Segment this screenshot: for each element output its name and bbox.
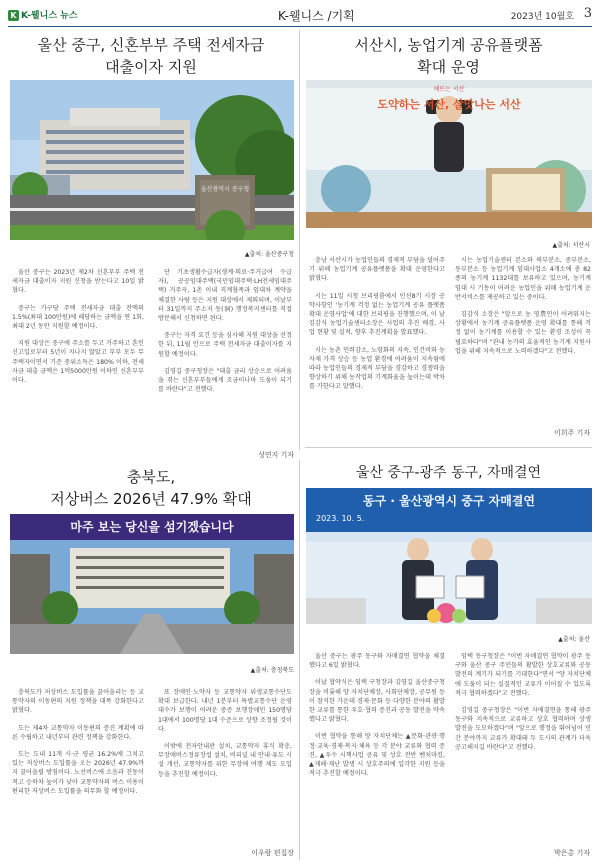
article2-title (305, 34, 592, 78)
article3-title-line2: 저상버스 2026년 47.9% 확대 (50, 490, 252, 508)
paragraph: 울산 중구는 2023년 제2차 신혼부부 주택 전세자금 대출이자 지원 신청을 받는다고 10일 밝혔다. (12, 269, 144, 295)
paragraph: 도는 제4차 교통약자 이동편의 증진 계획에 따른 수립하고 내년부터 관련 정책을 강화한다. (12, 724, 144, 741)
article4-column2 (455, 652, 591, 760)
paragraph: 충남 서산시가 농업인들의 경제적 부담을 덜어주기 위해 농업기계 공유플랫폼을 확대 운영한다고 밝혔다. (309, 257, 445, 283)
city-hall-illustration (10, 80, 294, 240)
provincial-office-illustration (10, 514, 294, 654)
paragraph: 또 장애인·노약자 등 교통약자 위생교통수단도 확대 보급한다. 내년 1분부터 특별교통수단 운영 대수가 보행이 어려운 중증 보행장애인 150명당 1대에서 100명당 1대 수준으로 상향 조정될 것이다. (158, 689, 292, 733)
article2-column2 (455, 256, 591, 364)
issue-date: 2023년 10월호 (510, 12, 574, 22)
page-header (8, 6, 592, 27)
paragraph: 울산 중구는 광주 동구와 자매결연 협약을 체결했다고 6일 밝혔다. (309, 653, 445, 670)
article1-photo-credit: ▲출처: 울산중구청 (244, 251, 294, 258)
article1-photo (10, 80, 294, 240)
article3-title-line1: 충북도, (126, 468, 176, 486)
paragraph: 중구는 가구당 주택 전세자금 대출 잔액의 1.5%(최대 100만원)에 해당하는 금액을 연 1회, 최대 2년 동안 지원할 예정이다. (12, 304, 144, 331)
paragraph: 이번 협약을 통해 양 자치단체는 ▲문화·관광·행정·교육·경제·복지·체육 등 각 분야 교류와 협력 증진, ▲우수 시책사업 공유 및 상호 전반 벤치마킹, ▲재해·재난 발생 시 상호주의에 입각한 지원 등을 적극 추진할 예정이다. (309, 733, 445, 778)
paragraph: 김감식 소장은 "앞으로 농 영農인이 어려워지는 상황에서 농기계 공유플랫폼 운영 확대를 통해 걱정 없이 농기계를 이용할 수 있는 환경 조성이 꼭 필요하다"며 "관내 농가의 효율적인 농기계 지원사업을 위해 지속적으로 노력하겠다"고 전했다. (455, 311, 591, 355)
article2-title-line2: 확대 운영 (417, 58, 480, 76)
article2-photo (306, 80, 592, 228)
article1-column1 (12, 268, 144, 393)
paragraph: 시는 11일 시청 브리핑룸에서 민선8기 시장 공약사항인 '농기계 걱정 없는 농업기계 공유 플랫폼 확대 운영사업'에 대한 브리핑을 진행했으며, 이 날 김감식 농업기술센터소장은 사업의 추진 배경, 사업 현황 및 실적, 향후 추진계획을 발표했다. (309, 292, 445, 337)
logo-icon: K (8, 10, 19, 21)
article4-photo-credit: ▲출처: 울산 (558, 636, 590, 643)
section-title: K-웰니스 /기획 (278, 9, 355, 23)
paragraph: 시는 농업기술센터 본소와 북부분소, 중부분소, 동부분소 등 농업기계 임대사업소 4개소에 총 82종의 농기계 1132대를 보유하고 있으며, 농기계 임대 시 기동이 어려운 농업인을 위해 농업기계 운반서비스를 제공하고 있는 중이다. (455, 257, 591, 301)
article2-column1 (309, 256, 445, 400)
publication-logo (8, 8, 78, 21)
paragraph: 시는 농촌 인력감소, 노령화의 지속, 인건비와 농자재 가격 상승 등 농업 환경에 어려움이 지속됨에 따라 농업인들의 경제적 부담을 경감하고 경쟁력을 향상하기 위해 농작업의 기계화율을 높이는데 박차를 가한다고 말했다. (309, 346, 445, 391)
article3-photo (10, 514, 294, 654)
logo-text: K-웰니스 뉴스 (21, 11, 78, 21)
article3-title (8, 466, 294, 510)
article1-title (8, 34, 294, 78)
article3-column2 (158, 688, 292, 787)
article3-photo-credit: ▲출처: 충청북도 (250, 667, 294, 674)
paragraph: 중구는 자격 요건 등을 심사해 지원 대상을 선정한 뒤, 11월 안으로 주택 전세자금 대출이자를 지원할 예정이다. (158, 332, 292, 358)
banner-main: 도약하는 서산, 살맛나는 서산 (377, 98, 521, 111)
column-divider (299, 30, 300, 450)
article4-photo (306, 488, 592, 624)
ceremony-date: 2023. 10. 5. (316, 514, 365, 523)
paragraph: 임택 동구청장은 "이번 자매결연 협약이 광주 동구와 울산 중구 주민들의 활발한 상호교류와 공동 발전의 계기가 되기를 기대한다"면서 "양 자치단체에 도움이 되는 실질적인 교류가 이어질 수 있도록 적극 협력하겠다"고 전했다. (455, 653, 591, 697)
article1-column2 (158, 268, 292, 402)
city-hall-sign: 울산광역시 중구청 (200, 186, 250, 193)
paragraph: 이날 협약식은 임택 구청장과 김영길 울산중구청장을 비롯해 양 자치단체장, 사회단체장, 공무원 등이 참석한 가운데 경제·문화 등 다양한 분야의 활발한 교류를 통한 우호·협력 증진과 공동 발전을 약속했다고 밝혔다. (309, 679, 445, 724)
page-number: 3 (583, 6, 592, 21)
paragraph: 단 기초생활수급자(생계·의료·주거급여 수급자), 공공임대주택(국민임대주택·LH전세임대주택) 거주자, 1촌 이내 직계혈족과 임대차 계약을 체결한 사람 등은 지원 대상에서 제외되며, 이날부터 31일까지 주소지 동(洞) 행정복지센터를 직접 방문해서 신청하면 된다. (158, 269, 292, 323)
article4-byline: 박은총 기자 (553, 849, 590, 857)
paragraph: 이밖에 전자안내판 설치, 교통약자 휴식 확충, 무장애버스정류장섭 설치, 비피널 내 안내·유도 시설 개선, 교통약자를 위한 무장애 여행 제도 도입 등을 추진할 예정이다. (158, 743, 292, 778)
office-banner: 마주 보는 당신을 섬기겠습니다 (70, 520, 234, 534)
article2-photo-credit: ▲출처: 서산시 (552, 242, 590, 249)
section-divider (305, 447, 592, 448)
ceremony-banner: 동구 · 울산광역시 중구 자매결연 (363, 494, 535, 508)
article2-byline: 이희주 기자 (553, 429, 590, 437)
article1-title-line1: 울산 중구, 신혼부부 주택 전세자금 (37, 36, 265, 54)
paragraph: 김영길 중구청장은 "이번 자매결연을 통해 광주 동구와 지속적으로 교류하고 상호 협력하며 상생 발전을 도모하겠다"며 "앞으로 행정을 뛰어넘어 민간 분야까지 교류가 확대돼 두 도시의 관계가 더욱 공고해지길 바란다"고 전했다. (455, 707, 591, 751)
article1-byline: 성연지 기자 (257, 451, 294, 459)
paragraph: 지원 대상은 중구에 주소를 두고 거주하고 혼인신고일로부터 5년이 지나지 않았고 부부 모두 무주택자이면서 기준 중위소득은 180% 이하, 전세자금 대출 금액은 1억5000만원 이하인 신혼부부이다. (12, 340, 144, 385)
article3-byline: 이우람 편집장 (251, 849, 294, 857)
article4-title: 울산 중구-광주 동구, 자매결연 (355, 465, 542, 481)
paragraph: 충북도가 저상버스 도입률을 끌어올리는 등 교통약자의 이동편의 지원 정책을 대폭 강화한다고 밝혔다. (12, 689, 144, 715)
article2-title-line1: 서산시, 농업기계 공유플랫폼 (354, 36, 543, 54)
paragraph: 도는 도내 11개 시·군 평균 16.2%에 그치고 있는 저상버스 도입률을 오는 2026년 47.9%까지 끌어올릴 방침이다. 노선버스에 소음과 진동이 적고 승하차 높이가 낮아 교통약자의 버스 이용이 편리한 저상버스 도입률을 의무화 할 예정이다. (12, 751, 144, 795)
paragraph: 김영길 중구청장은 "대출 금리 상승으로 어려움을 겪는 신혼부부들에게 조금이나마 도움이 되기를 바란다"고 전했다. (158, 367, 292, 394)
banner-small: 해뜨는 서산 (433, 86, 465, 93)
article1-title-line2: 대출이자 지원 (105, 58, 197, 76)
column-divider (299, 460, 300, 860)
article3-column1 (12, 688, 144, 804)
article4-column1 (309, 652, 445, 786)
